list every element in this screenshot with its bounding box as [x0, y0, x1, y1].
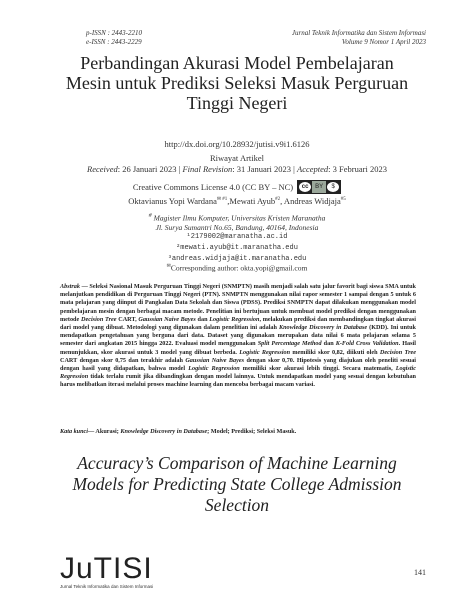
volume-info: Volume 9 Nomor 1 April 2023 [341, 38, 426, 46]
final-revision-date: : 31 Januari 2023 | [232, 164, 297, 174]
pissn-text: p-ISSN : 2443-2210 [86, 29, 142, 37]
abstract-text: dan [321, 340, 336, 348]
accepted-date: : 3 Februari 2023 [328, 164, 387, 174]
cc-by-nc-badge-icon[interactable] [297, 180, 341, 194]
doi-link[interactable]: http://dx.doi.org/10.28932/jutisi.v9i1.6126 [164, 139, 310, 149]
keywords [60, 428, 416, 436]
abstract-term: Knowledge Discovery in Database [278, 324, 368, 332]
title-line: Perbandingan Akurasi Model Pembelajaran [80, 53, 394, 73]
abstract-term: K-Fold Cross Validation [335, 340, 399, 348]
author-list [0, 196, 474, 206]
title-line: Tinggi Negeri [186, 93, 288, 113]
affiliation-mark: # [148, 212, 152, 219]
english-title-line: Accuracy’s Comparison of Machine Learning [77, 453, 397, 473]
eissn-text: e-ISSN : 2443-2229 [86, 38, 142, 46]
abstract-text: CART dengan skor 0,75 dan terakhir adalah [60, 356, 186, 364]
author-mark: ✉ #1 [216, 197, 228, 203]
abstract-term: Gaussian Naive Bayes [185, 356, 245, 364]
keywords-text: — Akurasi; [88, 428, 121, 435]
affiliation-line: Jl. Surya Sumantri No.65, Bandung, 40164, Indonesia [155, 222, 319, 232]
keywords-label: Kata kunci [60, 428, 89, 435]
abstract-term: Logistic Regression [188, 365, 240, 373]
author-name: ,Mewati Ayub [227, 196, 276, 206]
english-title [40, 453, 434, 516]
by-icon: BY [312, 181, 326, 193]
author-name: Oktavianus Yopi Wardana [128, 196, 217, 206]
abstract-text: tidak terlalu rumit jika dibandingkan dengan model lainnya. Untuk mendapatkan model yang sesuai dengan kebutuhan harus melibatkan iterasi melalui proses machine learning dan mencoba berbagai macam variasi. [60, 373, 416, 389]
page-number: 141 [414, 568, 426, 577]
abstract-text: memiliki skor akurasi lebih tinggi. Secara matematis, [239, 365, 396, 373]
abstract-term: Logistic Regression [60, 365, 416, 381]
article-history-dates [0, 164, 474, 174]
abstract-text: . Hasil menunjukkan, skor akurasi untuk 3 model yang dibuat berbeda. [60, 340, 416, 356]
keywords-text: ; Model; Prediksi; Seleksi Masuk. [207, 428, 297, 435]
abstract-term: Split Percentage Method [257, 340, 322, 348]
logo-wordmark: JuTISI [60, 552, 153, 585]
abstract-term: Gaussian Naive Bayes [138, 315, 196, 323]
abstract [60, 283, 416, 390]
logo-subtitle: Jurnal Teknik Informatika dan Sistem Informasi [60, 584, 154, 589]
received-label: Received [87, 164, 118, 174]
license-row [0, 180, 474, 194]
corresponding-author [0, 263, 474, 273]
title-line: Mesin untuk Prediksi Seleksi Masuk Perguruan [65, 73, 409, 93]
email-address[interactable]: ²mewati.ayub@it.maranatha.edu [176, 244, 298, 252]
abstract-text: CART, [116, 315, 139, 323]
license-text: Creative Commons License 4.0 (CC BY – NC) [132, 182, 294, 192]
accepted-label: Accepted [297, 164, 329, 174]
received-date: : 26 Januari 2023 | [117, 164, 183, 174]
issn-block [86, 29, 142, 47]
abstract-text: dengan skor 0,70. Hipotesis yang diajukan oleh peneliti sesuai dengan hasil yang didapatkan, bahwa model [60, 356, 417, 373]
keywords-term: Knowledge Discovery in Database [120, 428, 208, 435]
abstract-text: , melakukan prediksi dan membandingkan tingkat akurasi dari model yang dibuat. Metodologi yang digunakan dalam penelitian ini adalah [60, 315, 417, 332]
abstract-term: Decision Tree [379, 348, 416, 356]
abstract-text: memiliki skor 0,82, diikuti oleh [290, 348, 380, 356]
english-title-line: Selection [204, 495, 270, 515]
abstract-term: Logistic Regression [209, 315, 260, 323]
author-name: , Andreas Widjaja [280, 196, 341, 206]
abstract-term: Logistic Regression [239, 348, 291, 356]
author-mark: #5 [340, 197, 346, 203]
corresponding-text: Corresponding author: okta.yopi@gmail.com [170, 263, 308, 273]
english-title-line: Models for Predicting State College Admission [72, 474, 402, 494]
paper-title [50, 53, 424, 113]
abstract-text: — Seleksi Nasional Masuk Perguruan Tinggi Negeri (SNMPTN) masih menjadi salah satu jalur favorit bagi siswa SMA untuk melanjutkan pendidikan di Perguruan Tinggi Negeri (PTN). SNMPTN menggunakan nilai rapor semester 1 sampai dengan 5 untuk 6 mata pelajaran yang diinput di Pangkalan Data Sekolah dan Siswa (PDSS). Prediksi SNMPTN dapat dilakukan menggunakan model pembelajaran mesin dengan berbagai macam metode. Penelitian ini bertujuan untuk membuat model prediksi dengan menggunakan metode [60, 283, 416, 323]
jutisi-logo [60, 552, 154, 589]
abstract-term: Decision Tree [80, 315, 117, 323]
email-address[interactable]: ³andreas.widjaja@it.maranatha.edu [167, 255, 307, 263]
author-mark: #2 [275, 197, 281, 203]
envelope-icon: ✉ [166, 264, 171, 269]
email-address[interactable]: ¹2179002@maranatha.ac.id [186, 233, 288, 241]
journal-name: Jurnal Teknik Informatika dan Sistem Informasi [291, 29, 426, 37]
affiliation-line: Magister Ilmu Komputer, Universitas Kristen Maranatha [153, 213, 326, 223]
final-revision-label: Final Revision [182, 164, 233, 174]
nc-icon: $ [327, 182, 339, 192]
journal-info-block [292, 29, 426, 47]
abstract-label: Abstrak [60, 283, 80, 290]
affiliation [0, 211, 474, 232]
email-list [0, 232, 474, 265]
cc-icon: cc [299, 182, 311, 192]
article-history-label: Riwayat Artikel [209, 153, 265, 163]
abstract-text: dan [195, 315, 210, 323]
abstract-text: (KDD). Ini untuk mendapatkan pengetahuan yang berguna dari data. Dataset yang digunakan merupakan data nilai 6 mata pelajaran selama 5 semester dari angkatan 2015 hingga 2022. Evaluasi model menggunakan [60, 324, 417, 348]
